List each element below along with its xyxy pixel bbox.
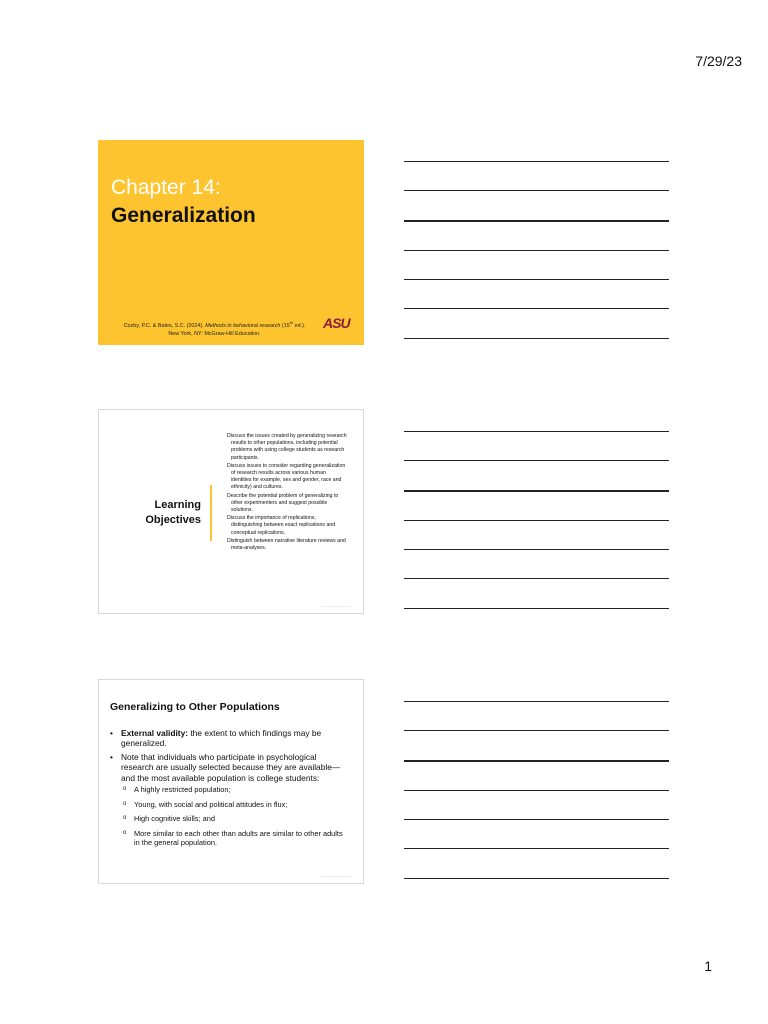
citation-edition: (15 <box>280 322 290 329</box>
list-item: Discuss the issues created by generalizing research results to other populations, including potential problems with using college students as research participants. <box>227 433 347 461</box>
page-date: 7/29/23 <box>695 53 742 69</box>
sub-list <box>121 785 345 848</box>
slide-footer-mark <box>321 606 351 607</box>
slide-footer-mark <box>321 876 351 877</box>
sub-item: o Young, with social and political attitudes in flux; <box>121 800 345 810</box>
list-item <box>110 752 345 848</box>
sub-item: o High cognitive skills; and <box>121 814 345 824</box>
definition: the extent to which findings may be generalized. <box>121 728 322 749</box>
citation-ed-end: ed.). <box>293 322 306 329</box>
chapter-label: Chapter 14: <box>111 176 221 199</box>
list-item: Describe the potential problem of generalizing to other experimenters and suggest possible solutions. <box>227 492 339 514</box>
objectives-title-line2: Objectives <box>145 514 201 526</box>
asu-logo: ASU <box>323 315 350 331</box>
sub-item: o More similar to each other than adults are similar to other adults in the general population. <box>121 829 345 848</box>
slide-generalizing <box>98 679 364 884</box>
notes-lines-2 <box>404 431 669 637</box>
list-item: Discuss the importance of replications, distinguishing between exact replications and conceptual replications. <box>227 515 336 536</box>
slide-learning-objectives <box>98 409 364 614</box>
citation-title: Methods in behavioral research <box>205 322 281 329</box>
objectives-list <box>227 433 347 553</box>
slide-title <box>98 140 364 345</box>
objectives-title <box>129 498 201 528</box>
divider <box>210 485 212 541</box>
bullet-list <box>110 728 345 853</box>
citation-sup: th <box>289 320 294 325</box>
notes-lines-1 <box>404 161 669 367</box>
list-item: Discuss issues to consider regarding generalization of research results across various human identities for example, sex and gender, race and ethnicity) and cultures. <box>227 462 346 491</box>
citation-authors: Cozby, P.C. & Bates, S.C. (2024). <box>123 322 206 329</box>
list-item <box>110 728 345 749</box>
term: External validity: <box>121 728 189 738</box>
citation <box>112 320 317 338</box>
citation-publisher: New York, NY: McGraw-Hill Education. <box>168 330 261 337</box>
notes-lines-3 <box>404 701 669 907</box>
chapter-title: Generalization <box>111 204 256 227</box>
page-number: 1 <box>704 958 712 974</box>
objectives-title-line1: Learning <box>154 499 201 511</box>
bullet-text: Note that individuals who participate in psychological research are usually selected because they are available—and the most available population is college students: <box>121 751 341 783</box>
list-item: Distinguish between narrative literature reviews and meta-analyses. <box>227 537 346 552</box>
slide-heading: Generalizing to Other Populations <box>110 701 280 713</box>
sub-item: o A highly restricted population; <box>121 785 345 795</box>
